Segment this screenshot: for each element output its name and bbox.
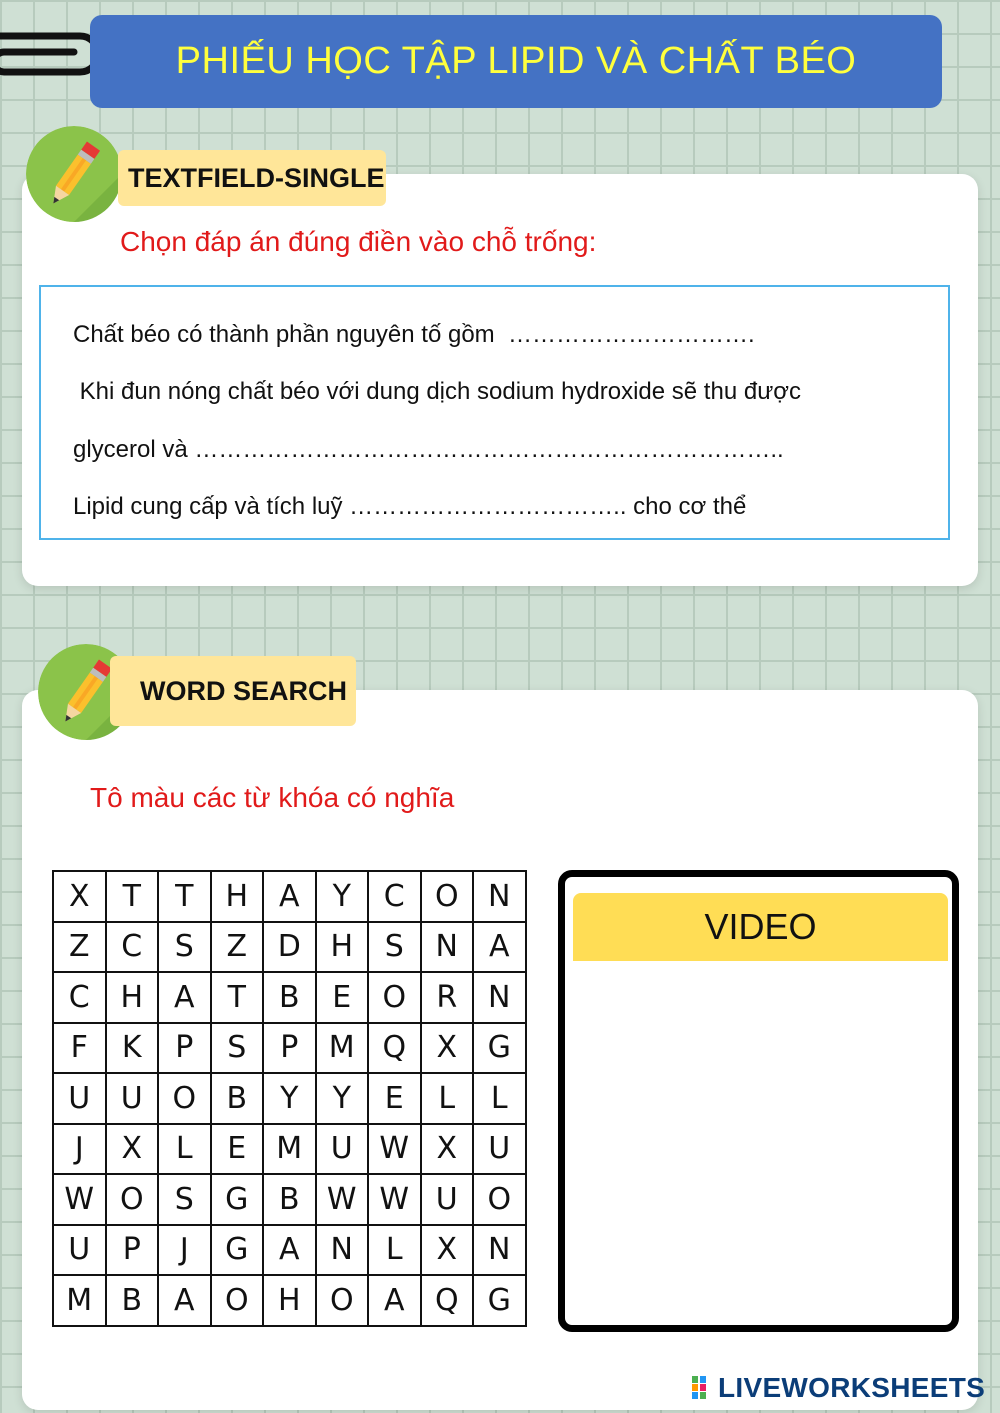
grid-cell[interactable]: E bbox=[211, 1124, 264, 1175]
grid-row bbox=[53, 1174, 526, 1225]
grid-cell[interactable]: R bbox=[421, 972, 474, 1023]
grid-cell[interactable]: L bbox=[473, 1073, 526, 1124]
grid-cell[interactable]: C bbox=[368, 871, 421, 922]
grid-cell[interactable]: T bbox=[158, 871, 211, 922]
liveworksheets-mark-icon bbox=[692, 1376, 714, 1400]
grid-cell[interactable]: W bbox=[368, 1174, 421, 1225]
grid-cell[interactable]: U bbox=[421, 1174, 474, 1225]
grid-cell[interactable]: W bbox=[368, 1124, 421, 1175]
grid-cell[interactable]: A bbox=[263, 871, 316, 922]
grid-cell[interactable]: B bbox=[106, 1275, 159, 1326]
grid-cell[interactable]: O bbox=[473, 1174, 526, 1225]
grid-row bbox=[53, 1023, 526, 1074]
grid-cell[interactable]: A bbox=[263, 1225, 316, 1276]
grid-cell[interactable]: C bbox=[53, 972, 106, 1023]
fill-line-4[interactable]: Lipid cung cấp và tích luỹ …………………………….. cho cơ thể bbox=[73, 493, 747, 520]
grid-cell[interactable]: M bbox=[316, 1023, 369, 1074]
grid-cell[interactable]: L bbox=[368, 1225, 421, 1276]
grid-row bbox=[53, 922, 526, 973]
grid-cell[interactable]: N bbox=[473, 871, 526, 922]
fill-in-textbox bbox=[39, 285, 950, 540]
grid-cell[interactable]: B bbox=[263, 972, 316, 1023]
grid-cell[interactable]: H bbox=[211, 871, 264, 922]
grid-cell[interactable]: J bbox=[158, 1225, 211, 1276]
grid-cell[interactable]: Z bbox=[211, 922, 264, 973]
grid-row bbox=[53, 871, 526, 922]
grid-cell[interactable]: G bbox=[211, 1225, 264, 1276]
grid-cell[interactable]: A bbox=[368, 1275, 421, 1326]
grid-cell[interactable]: A bbox=[473, 922, 526, 973]
grid-cell[interactable]: D bbox=[263, 922, 316, 973]
grid-cell[interactable]: E bbox=[316, 972, 369, 1023]
grid-cell[interactable]: C bbox=[106, 922, 159, 973]
grid-cell[interactable]: T bbox=[211, 972, 264, 1023]
grid-row bbox=[53, 1225, 526, 1276]
grid-cell[interactable]: H bbox=[106, 972, 159, 1023]
grid-cell[interactable]: N bbox=[316, 1225, 369, 1276]
grid-cell[interactable]: H bbox=[316, 922, 369, 973]
grid-cell[interactable]: P bbox=[158, 1023, 211, 1074]
grid-cell[interactable]: X bbox=[421, 1124, 474, 1175]
brand-name: LIVEWORKSHEETS bbox=[718, 1372, 986, 1403]
grid-cell[interactable]: W bbox=[316, 1174, 369, 1225]
grid-cell[interactable]: U bbox=[53, 1225, 106, 1276]
grid-cell[interactable]: Y bbox=[263, 1073, 316, 1124]
grid-row bbox=[53, 1124, 526, 1175]
grid-cell[interactable]: S bbox=[158, 922, 211, 973]
grid-cell[interactable]: F bbox=[53, 1023, 106, 1074]
grid-cell[interactable]: L bbox=[421, 1073, 474, 1124]
grid-cell[interactable]: Y bbox=[316, 871, 369, 922]
grid-cell[interactable]: Q bbox=[421, 1275, 474, 1326]
grid-cell[interactable]: L bbox=[158, 1124, 211, 1175]
grid-cell[interactable]: O bbox=[211, 1275, 264, 1326]
grid-cell[interactable]: A bbox=[158, 972, 211, 1023]
pencil-icon bbox=[26, 126, 122, 222]
grid-cell[interactable]: X bbox=[106, 1124, 159, 1175]
grid-cell[interactable]: O bbox=[158, 1073, 211, 1124]
grid-cell[interactable]: Q bbox=[368, 1023, 421, 1074]
grid-cell[interactable]: O bbox=[368, 972, 421, 1023]
grid-cell[interactable]: A bbox=[158, 1275, 211, 1326]
section-label-textfield: TEXTFIELD-SINGLE bbox=[118, 150, 386, 206]
grid-cell[interactable]: O bbox=[421, 871, 474, 922]
grid-cell[interactable]: M bbox=[53, 1275, 106, 1326]
grid-cell[interactable]: G bbox=[211, 1174, 264, 1225]
grid-cell[interactable]: K bbox=[106, 1023, 159, 1074]
grid-cell[interactable]: M bbox=[263, 1124, 316, 1175]
fill-line-2: Khi đun nóng chất béo với dung dịch sodium hydroxide sẽ thu được bbox=[73, 378, 801, 405]
grid-cell[interactable]: O bbox=[106, 1174, 159, 1225]
grid-cell[interactable]: S bbox=[368, 922, 421, 973]
grid-cell[interactable]: U bbox=[53, 1073, 106, 1124]
grid-cell[interactable]: B bbox=[211, 1073, 264, 1124]
grid-cell[interactable]: W bbox=[53, 1174, 106, 1225]
grid-cell[interactable]: S bbox=[211, 1023, 264, 1074]
grid-cell[interactable]: U bbox=[106, 1073, 159, 1124]
grid-cell[interactable]: P bbox=[263, 1023, 316, 1074]
grid-cell[interactable]: X bbox=[53, 871, 106, 922]
grid-cell[interactable]: U bbox=[316, 1124, 369, 1175]
page-title: PHIẾU HỌC TẬP LIPID VÀ CHẤT BÉO bbox=[90, 15, 942, 108]
grid-cell[interactable]: Z bbox=[53, 922, 106, 973]
fill-line-1[interactable]: Chất béo có thành phần nguyên tố gồm …………………………. bbox=[73, 321, 755, 348]
grid-cell[interactable]: E bbox=[368, 1073, 421, 1124]
grid-cell[interactable]: X bbox=[421, 1225, 474, 1276]
grid-row bbox=[53, 1073, 526, 1124]
section2-instruction: Tô màu các từ khóa có nghĩa bbox=[90, 782, 455, 813]
section-label-word-search: WORD SEARCH bbox=[110, 656, 356, 726]
grid-cell[interactable]: N bbox=[421, 922, 474, 973]
grid-cell[interactable]: J bbox=[53, 1124, 106, 1175]
grid-cell[interactable]: H bbox=[263, 1275, 316, 1326]
grid-row bbox=[53, 1275, 526, 1326]
grid-row bbox=[53, 972, 526, 1023]
grid-cell[interactable]: Y bbox=[316, 1073, 369, 1124]
grid-cell[interactable]: T bbox=[106, 871, 159, 922]
video-label: VIDEO bbox=[573, 893, 948, 961]
section1-instruction: Chọn đáp án đúng điền vào chỗ trống: bbox=[120, 226, 597, 257]
grid-cell[interactable]: B bbox=[263, 1174, 316, 1225]
word-search-grid bbox=[52, 870, 527, 1327]
grid-cell[interactable]: X bbox=[421, 1023, 474, 1074]
grid-cell[interactable]: O bbox=[316, 1275, 369, 1326]
grid-cell[interactable]: G bbox=[473, 1275, 526, 1326]
fill-line-3[interactable]: glycerol và ……………………………………………………………….. bbox=[73, 436, 784, 463]
grid-cell[interactable]: P bbox=[106, 1225, 159, 1276]
video-panel[interactable] bbox=[558, 870, 959, 1332]
grid-cell[interactable]: U bbox=[473, 1124, 526, 1175]
grid-cell[interactable]: N bbox=[473, 972, 526, 1023]
liveworksheets-logo bbox=[692, 1370, 985, 1406]
grid-cell[interactable]: G bbox=[473, 1023, 526, 1074]
grid-cell[interactable]: N bbox=[473, 1225, 526, 1276]
grid-cell[interactable]: S bbox=[158, 1174, 211, 1225]
